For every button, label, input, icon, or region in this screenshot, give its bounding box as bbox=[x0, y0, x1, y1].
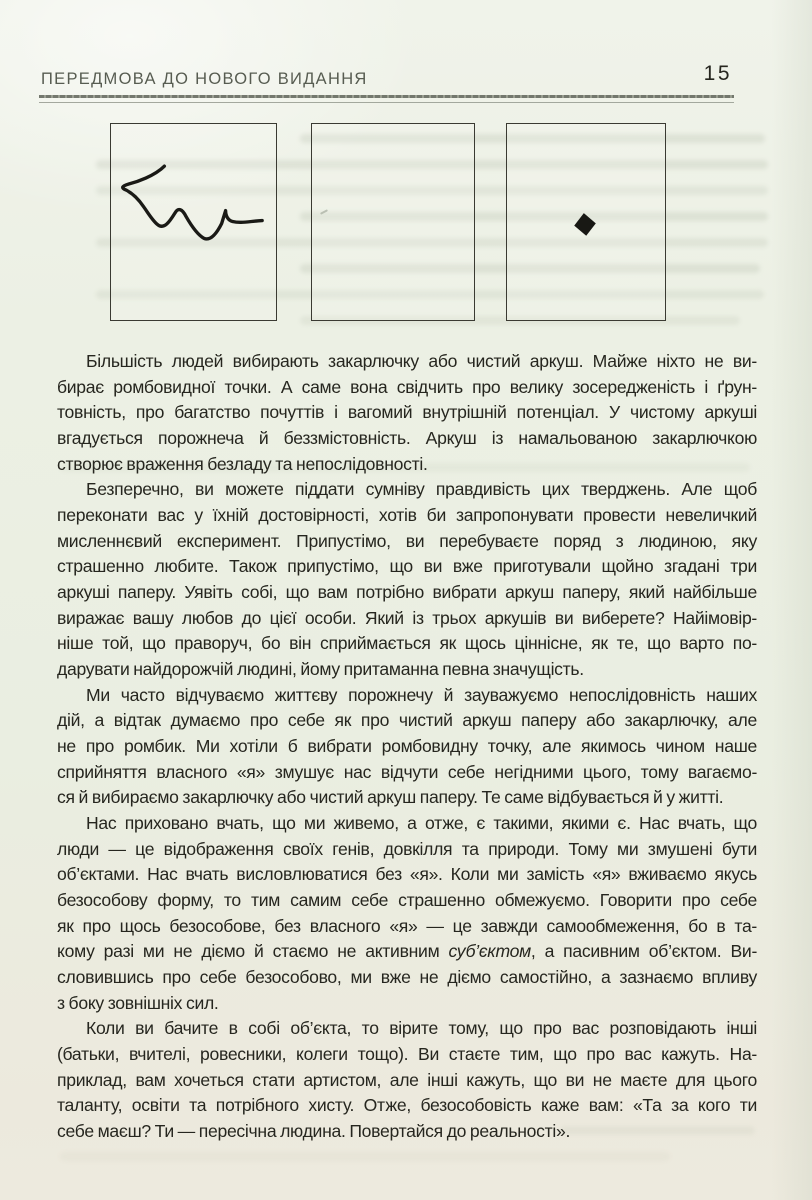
diamond-dot-icon bbox=[507, 124, 665, 320]
text-segment: таланту, освіти та потрібного хисту. Отже, безособовість каже вам: «Та за кого ти bbox=[57, 1095, 757, 1116]
text-segment: Коли ви бачите в собі об’єкта, то вірите тому, що про вас розповідають інші bbox=[86, 1018, 757, 1039]
text-segment: виражає вашу любов до цієї особи. Який із трьох аркушів ви виберете? Найімовір- bbox=[57, 607, 757, 628]
text-segment: люди — це відображення своїх генів, довкілля та природи. Тому ми змушені бути bbox=[57, 838, 757, 859]
text-line bbox=[57, 837, 757, 863]
text-line bbox=[57, 862, 757, 888]
text-line bbox=[57, 760, 757, 786]
text-line bbox=[57, 888, 757, 914]
text-line bbox=[57, 657, 757, 683]
text-line bbox=[57, 991, 757, 1017]
text-segment: приклад, вам хочеться стати артистом, але інші кажуть, що ви не маєте для цього bbox=[57, 1069, 757, 1090]
text-segment: ся й вибираємо закарлючку або чистий аркуш паперу. Те саме відбувається й у житті. bbox=[57, 787, 724, 808]
text-segment: ніше той, що праворуч, бо він сприймається як щось ціннісне, як те, що варто по- bbox=[57, 633, 757, 654]
paragraph bbox=[57, 1016, 757, 1144]
text-segment: не про ромбик. Ми хотіли б вибрати ромбовидну точку, але якимось чином наше bbox=[57, 736, 757, 757]
text-line bbox=[57, 1016, 757, 1042]
text-line bbox=[57, 503, 757, 529]
body-text bbox=[57, 349, 757, 1145]
text-line bbox=[57, 375, 757, 401]
text-line bbox=[57, 914, 757, 940]
text-line bbox=[57, 631, 757, 657]
text-segment: Більшість людей вибирають закарлючку або чистий аркуш. Майже ніхто не ви- bbox=[86, 351, 757, 371]
text-line bbox=[57, 1119, 757, 1145]
page-number: 15 bbox=[703, 62, 732, 85]
paragraph bbox=[57, 477, 757, 682]
text-segment: (батьки, вчителі, ровесники, колеги тощо). Ви стаєте тим, що про вас кажуть. На- bbox=[57, 1044, 757, 1065]
text-line bbox=[57, 400, 757, 426]
text-segment: Ми часто відчуваємо життєву порожнечу й зауважуємо непослідовність наших bbox=[86, 684, 757, 705]
italic-text: суб’єктом bbox=[448, 941, 531, 962]
bleed-through-line bbox=[60, 1152, 670, 1161]
text-line bbox=[57, 965, 757, 991]
diamond-sheet bbox=[506, 123, 666, 321]
text-segment: Нас приховано вчать, що ми живемо, а отже, є такими, якими є. Нас вчать, що bbox=[86, 813, 757, 834]
text-segment: мисленнєвий експеримент. Припустімо, ви перебуваєте поряд з людиною, яку bbox=[57, 530, 757, 551]
text-segment: з боку зовнішніх сил. bbox=[57, 992, 219, 1013]
text-line bbox=[57, 452, 757, 478]
text-line bbox=[57, 708, 757, 734]
text-segment: страшенно любите. Також припустімо, що ви вже приготували щойно згадані три bbox=[57, 556, 757, 577]
text-line bbox=[57, 683, 757, 709]
scribble-sheet bbox=[110, 123, 277, 321]
text-segment: , а пасивним об’єктом. Ви- bbox=[530, 941, 758, 962]
text-line bbox=[57, 811, 757, 837]
paragraph bbox=[57, 349, 757, 477]
text-segment: безособову форму, то тим самим себе страшенно обмежуємо. Говорити про себе bbox=[57, 890, 757, 911]
text-line bbox=[57, 785, 757, 811]
paragraph bbox=[57, 811, 757, 1016]
text-line bbox=[57, 426, 757, 452]
text-segment: дарувати найдорожчій людині, йому притаманна певна значущість. bbox=[57, 659, 584, 680]
text-segment: дій, а відтак думаємо про себе як про чистий аркуш паперу або закарлючку, але bbox=[57, 710, 757, 731]
text-segment: переконати вас у їхній достовірності, хотів би запропонувати провести невеличкий bbox=[57, 505, 757, 526]
text-segment: себе маєш? Ти — пересічна людина. Повертайся до реальності». bbox=[57, 1121, 571, 1142]
header-rule-thin bbox=[39, 102, 734, 103]
running-header-title: ПЕРЕДМОВА ДО НОВОГО ВИДАННЯ bbox=[41, 70, 368, 88]
text-segment: Безперечно, ви можете піддати сумніву правдивість цих тверджень. Але щоб bbox=[86, 479, 757, 500]
blank-sheet bbox=[311, 123, 475, 321]
text-line bbox=[57, 606, 757, 632]
text-line bbox=[57, 477, 757, 503]
text-segment: бирає ромбовидної точки. А саме вона свідчить про велику зосередженість і ґрун- bbox=[57, 376, 757, 397]
scribble-icon bbox=[111, 124, 276, 320]
text-line bbox=[57, 580, 757, 606]
text-line bbox=[57, 554, 757, 580]
text-segment: сприйняття власного «я» змушує нас відчути себе негідними цього, тому вагаємо- bbox=[57, 761, 757, 782]
text-line bbox=[57, 734, 757, 760]
header-rule-thick bbox=[39, 95, 734, 98]
text-line bbox=[57, 1042, 757, 1068]
text-segment: об’єктами. Нас вчать висловлюватися без «я». Коли ми замість «я» вживаємо якусь bbox=[57, 864, 757, 885]
text-line bbox=[57, 939, 757, 965]
text-segment: кому разі ми не діємо й стаємо не активним bbox=[57, 941, 449, 962]
text-line bbox=[57, 1068, 757, 1094]
text-line bbox=[57, 349, 757, 375]
text-line bbox=[57, 1093, 757, 1119]
text-segment: створює враження безладу та непослідовності. bbox=[57, 453, 428, 474]
text-segment: словившись про себе безособово, ми вже не діємо самостійно, а зазнаємо впливу bbox=[57, 967, 757, 988]
text-line bbox=[57, 529, 757, 555]
text-segment: вгадується порожнеча й беззмістовність. Аркуш із намальованою закарлючкою bbox=[57, 428, 757, 449]
paragraph bbox=[57, 683, 757, 811]
text-segment: як про щось безособове, без власного «я» — це завжди самообмеження, бо в та- bbox=[57, 915, 757, 936]
text-segment: аркуші паперу. Уявіть собі, що вам потрібно вибрати аркуш паперу, який найбільше bbox=[57, 582, 757, 603]
text-segment: товність, про багатство почуттів і вагомий внутрішній потенціал. У чистому аркуші bbox=[57, 402, 757, 423]
